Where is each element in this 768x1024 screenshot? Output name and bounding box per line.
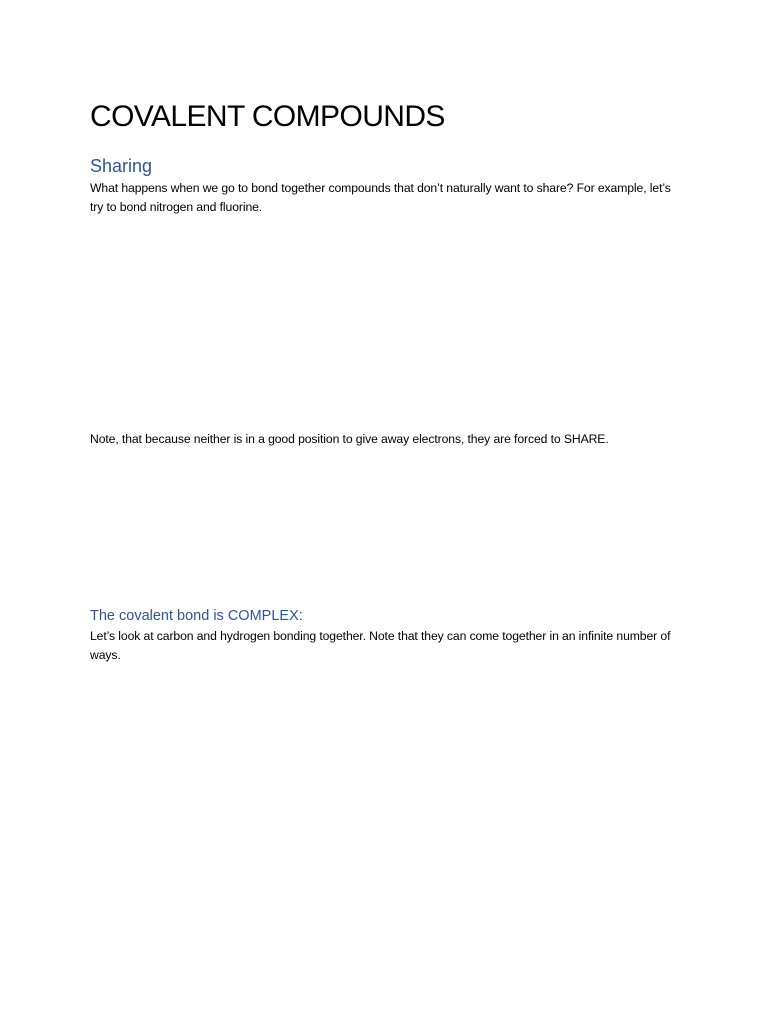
section-heading-sharing: Sharing [90, 156, 153, 176]
paragraph-sharing-intro: What happens when we go to bond together compounds that don’t naturally want to share? For example, let’s try to bond nitrogen and fluorine. [90, 181, 671, 214]
paragraph-carbon-hydrogen: Let’s look at carbon and hydrogen bonding together. Note that they can come together in an infinite number of ways. [90, 629, 671, 662]
page-title: COVALENT COMPOUNDS [90, 100, 445, 133]
paragraph-sharing-note: Note, that because neither is in a good position to give away electrons, they are forced to SHARE. [90, 432, 609, 446]
section-heading-covalent-complex: The covalent bond is COMPLEX: [90, 608, 303, 624]
